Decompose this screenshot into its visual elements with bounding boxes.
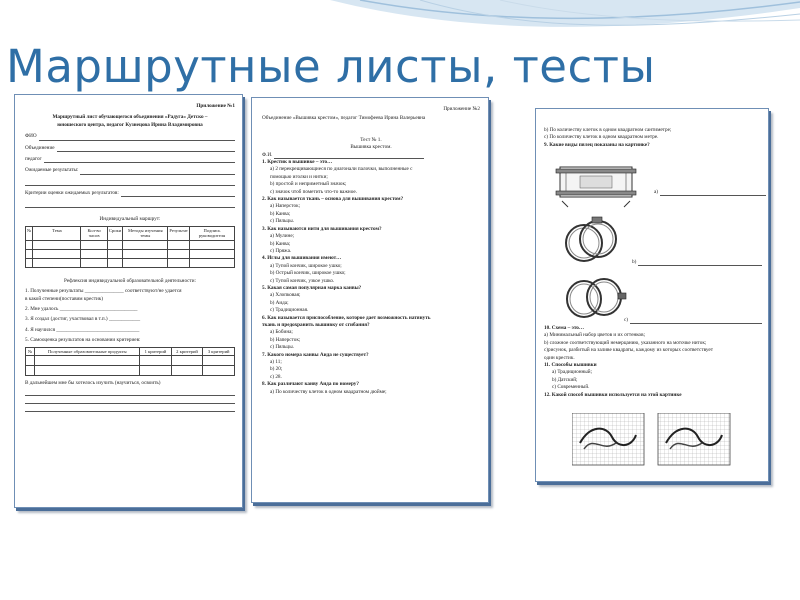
embroidery-frame-image (554, 157, 638, 209)
answer: а) Минимальный набор цветов и их оттенков; (544, 332, 646, 339)
answer: с)рисунок, разбитый на заливе квадраты, каждому из которых соответствует (544, 347, 713, 354)
eval-header: 2 критерий (171, 347, 203, 356)
answer: b) Датский; (552, 376, 578, 383)
eval-header: № (26, 347, 35, 356)
test-page (251, 97, 489, 503)
eval-header: 3 критерий (203, 347, 235, 356)
answer: а) Наперсток; (270, 203, 301, 210)
question: 4. Иглы для вышивания имеют… (262, 255, 342, 262)
question: 7. Какого номера канвы Аида не существует? (262, 351, 369, 358)
answer: с) 28. (270, 373, 282, 380)
answer: а) Тупой кончик, широкое ушко; (270, 262, 342, 269)
route-header: Подпись руководителя (189, 226, 234, 240)
question: 1. Крестик в вышивке – это… (262, 159, 333, 166)
answer: с) Современный. (552, 384, 590, 391)
field-group: Объединение (25, 144, 55, 151)
answer: b) простой и неприметный значок; (270, 181, 347, 188)
evaluation-table (25, 347, 235, 377)
answer: а) Традиционный; (552, 369, 593, 376)
answer: один крестик. (544, 354, 575, 361)
appendix-label: Приложение №1 (196, 103, 235, 109)
reflection-item: 1. Полученные результаты _______________ соответствуют/не удается (25, 288, 182, 295)
answer: помощью иголки и нитки; (270, 173, 328, 180)
question: 12. Какой способ вышивки используется на этой картинке (544, 391, 682, 398)
reflection-item: в какой степени(поставим крестик) (25, 295, 104, 302)
field-expected: Ожидаемые результаты: (25, 167, 79, 174)
reflection-item: 5. Самооценка результатов на основании критериев: (25, 337, 141, 344)
answer: а) По количеству клеток в одном квадратном дюйме; (270, 388, 387, 395)
question: 10. Схема – это… (544, 325, 585, 331)
route-table (25, 226, 235, 268)
answer: а) Мулине; (270, 233, 295, 240)
answer-label-a: а) (654, 189, 659, 195)
route-header: Сроки (107, 226, 122, 240)
fio-label: Ф.И. (262, 151, 273, 158)
test-page-continued (535, 108, 769, 482)
route-sheet-heading-1: Маршрутный лист обучающегося объединения «Радуга» Детско – (52, 114, 208, 121)
route-header: Кол-во часов (81, 226, 107, 240)
answer-label-c: с) (624, 317, 629, 323)
answer: а) 11; (270, 359, 282, 365)
answer: ткань и предохранить вышивку от сгибания? (262, 321, 370, 328)
answer-label-b: b) (632, 259, 637, 265)
answer: с) Пяльцы. (270, 218, 294, 225)
answer: b) По количеству клеток в одном квадратном сантиметре; (544, 127, 672, 133)
question: 3. Как называются нити для вышивания крестом? (262, 225, 382, 232)
answer: а) 2 перекрещивающиеся по диагонали палочки, выполненные с (270, 166, 413, 173)
question: 2. Как называется ткань – основа для вышивания крестом? (262, 196, 404, 203)
eval-header: Полученные образовательные продукты (35, 347, 140, 356)
answer: с) Тупой кончик, узкое ушко. (270, 277, 335, 284)
answer: b) Канва; (270, 240, 291, 247)
question: 6. Как называется приспособление, которое дает возможность натянуть (262, 314, 431, 321)
answer: b) Аида; (270, 299, 289, 306)
answer: с) значок чтоб пометить что-то важное. (270, 188, 357, 195)
answer: b) 20; (270, 366, 283, 373)
question: 9. Какие виды пялец показаны на картинке? (544, 141, 650, 148)
route-sheet-heading-2: юношеского центра, педагог Кузнецова Ирина Владимировна (57, 121, 203, 128)
answer: с) По количеству клеток в одном квадратном метре. (544, 134, 659, 141)
slide-title: Маршрутные листы, тесты (6, 40, 656, 93)
answer: а) Хлопковая; (270, 292, 301, 299)
field-fio: ФИО (25, 133, 37, 140)
route-sheet-page (14, 94, 243, 508)
reflection-item: 4. Я научился ________________________________ (25, 326, 140, 333)
embroidery-pattern-image (572, 413, 732, 467)
reflection-item: 3. Я создал (достиг, участвовал в т.п.) ____________ (25, 316, 141, 323)
test-subtitle: Вышивка крестом. (350, 144, 392, 151)
eval-header: 1 критерий (140, 347, 172, 356)
route-header: Тема (33, 226, 81, 240)
answer: с) Традиционная. (270, 307, 309, 314)
question: 8. Как различают канву Аида по номеру? (262, 381, 359, 388)
org-line: Объединение «Вышивка крестом», педагог Тимофеева Ирина Валерьевна (262, 115, 426, 122)
answer: с) Пряжа. (270, 247, 292, 254)
reflection-title: Рефлексия индивидуальной образовательной деятельности: (64, 277, 196, 284)
answer: b) Наперсток; (270, 336, 301, 343)
route-header: Методы изучения темы (123, 226, 168, 240)
answer: b) Острый кончик, широкое ушко; (270, 270, 346, 277)
question: 11. Способы вышивки (544, 362, 597, 369)
answer: b) Канва; (270, 210, 291, 217)
field-teacher: педагог (25, 156, 42, 163)
route-title: Индивидуальный маршрут: (99, 216, 161, 223)
screw-hoop-image (562, 273, 630, 323)
answer: а) Бобина; (270, 329, 293, 336)
question: 5. Какая самая популярная марка канвы? (262, 284, 362, 291)
appendix-label: Приложение №2 (443, 106, 480, 112)
reflection-item: 2. Мне удалось ______________________________ (25, 306, 138, 313)
test-title: Тест № 1. (360, 136, 382, 143)
future-study: В дальнейшем мне бы хотелось изучить (научиться, освоить) (25, 380, 161, 387)
field-criteria: Критерии оценки ожидаемых результатов: (25, 189, 119, 196)
answer: b) сложное соответствующий немерцанию, указанного на моточке ниток; (544, 339, 707, 346)
route-header: Результат (168, 226, 190, 240)
round-hoop-image (562, 213, 622, 269)
route-header: № (26, 226, 33, 240)
answer: с) Пяльцы. (270, 344, 294, 351)
